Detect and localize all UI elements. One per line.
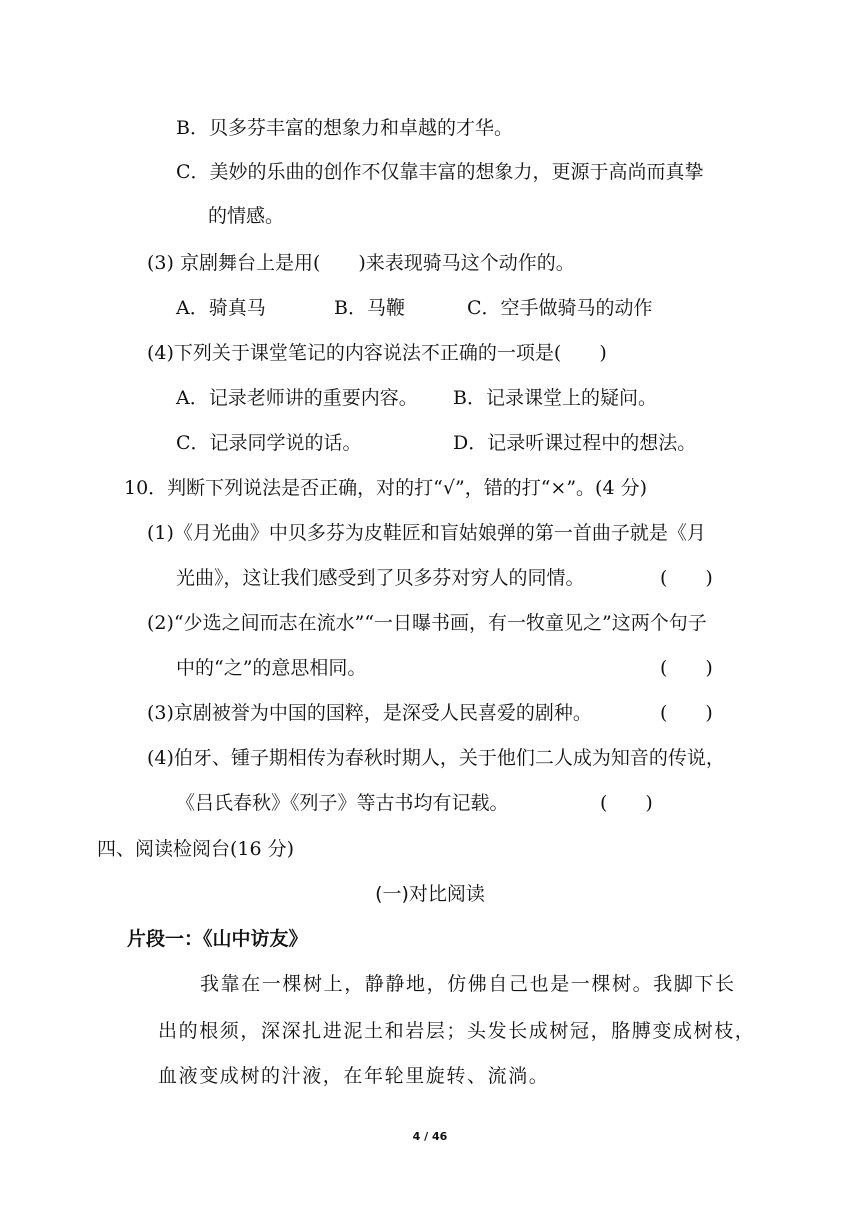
section-4-title: 四、阅读检阅台(16 分) — [97, 838, 295, 860]
q9-2-option-c-line1: C．美妙的乐曲的创作不仅靠丰富的想象力，更源于高尚而真挚 — [176, 161, 704, 183]
q10-answer-blank-2[interactable]: ( ) — [660, 657, 713, 679]
page-number: 4 / 46 — [412, 1130, 448, 1143]
q10-statement-1-line1: (1)《月光曲》中贝多芬为皮鞋匠和盲姑娘弹的第一首曲子就是《月 — [147, 522, 706, 544]
q9-4-stem: (4)下列关于课堂笔记的内容说法不正确的一项是( ) — [147, 342, 607, 364]
excerpt-1-title: 片段一：《山中访友》 — [127, 928, 308, 950]
q10-answer-blank-3[interactable]: ( ) — [660, 702, 713, 724]
excerpt-1-line2: 出的根须，深深扎进泥土和岩层；头发长成树冠，胳膊变成树枝， — [158, 1020, 756, 1042]
q10-stem: 10．判断下列说法是否正确，对的打“√”，错的打“×”。(4 分) — [124, 477, 648, 499]
q10-statement-3: (3)京剧被誉为中国的国粹，是深受人民喜爱的剧种。 — [147, 702, 592, 724]
comparative-reading-subhead: (一)对比阅读 — [375, 883, 485, 905]
q10-answer-blank-1[interactable]: ( ) — [660, 567, 713, 589]
q9-3-option-c: C．空手做骑马的动作 — [467, 297, 653, 319]
q10-statement-1-line2: 光曲》，这让我们感受到了贝多芬对穷人的同情。 — [176, 567, 585, 589]
q9-3-option-a: A．骑真马 — [176, 297, 266, 319]
q9-4-option-c: C．记录同学说的话。 — [176, 432, 362, 454]
q9-3-option-b: B．马鞭 — [334, 297, 405, 319]
q10-statement-2-line1: (2)“少选之间而志在流水”“一日曝书画，有一牧童见之”这两个句子 — [147, 612, 707, 634]
q10-statement-2-line2: 中的“之”的意思相同。 — [176, 657, 367, 679]
excerpt-1-line1: 我靠在一棵树上，静静地，仿佛自己也是一棵树。我脚下长 — [200, 973, 736, 995]
q9-4-option-b: B．记录课堂上的疑问。 — [453, 387, 657, 409]
q9-4-option-a: A．记录老师讲的重要内容。 — [176, 387, 418, 409]
q9-3-stem: (3) 京剧舞台上是用( )来表现骑马这个动作的。 — [147, 252, 575, 274]
q9-4-option-d: D．记录听课过程中的想法。 — [453, 432, 697, 454]
q9-2-option-c-line2: 的情感。 — [208, 205, 285, 227]
q10-statement-4-line2: 《吕氏春秋》《列子》等古书均有记载。 — [176, 792, 509, 814]
q10-statement-4-line1: (4)伯牙、锺子期相传为春秋时期人，关于他们二人成为知音的传说， — [147, 747, 725, 769]
excerpt-1-line3: 血液变成树的汁液，在年轮里旋转、流淌。 — [158, 1065, 550, 1087]
q10-answer-blank-4[interactable]: ( ) — [600, 792, 653, 814]
q9-2-option-b: B．贝多芬丰富的想象力和卓越的才华。 — [176, 117, 513, 139]
